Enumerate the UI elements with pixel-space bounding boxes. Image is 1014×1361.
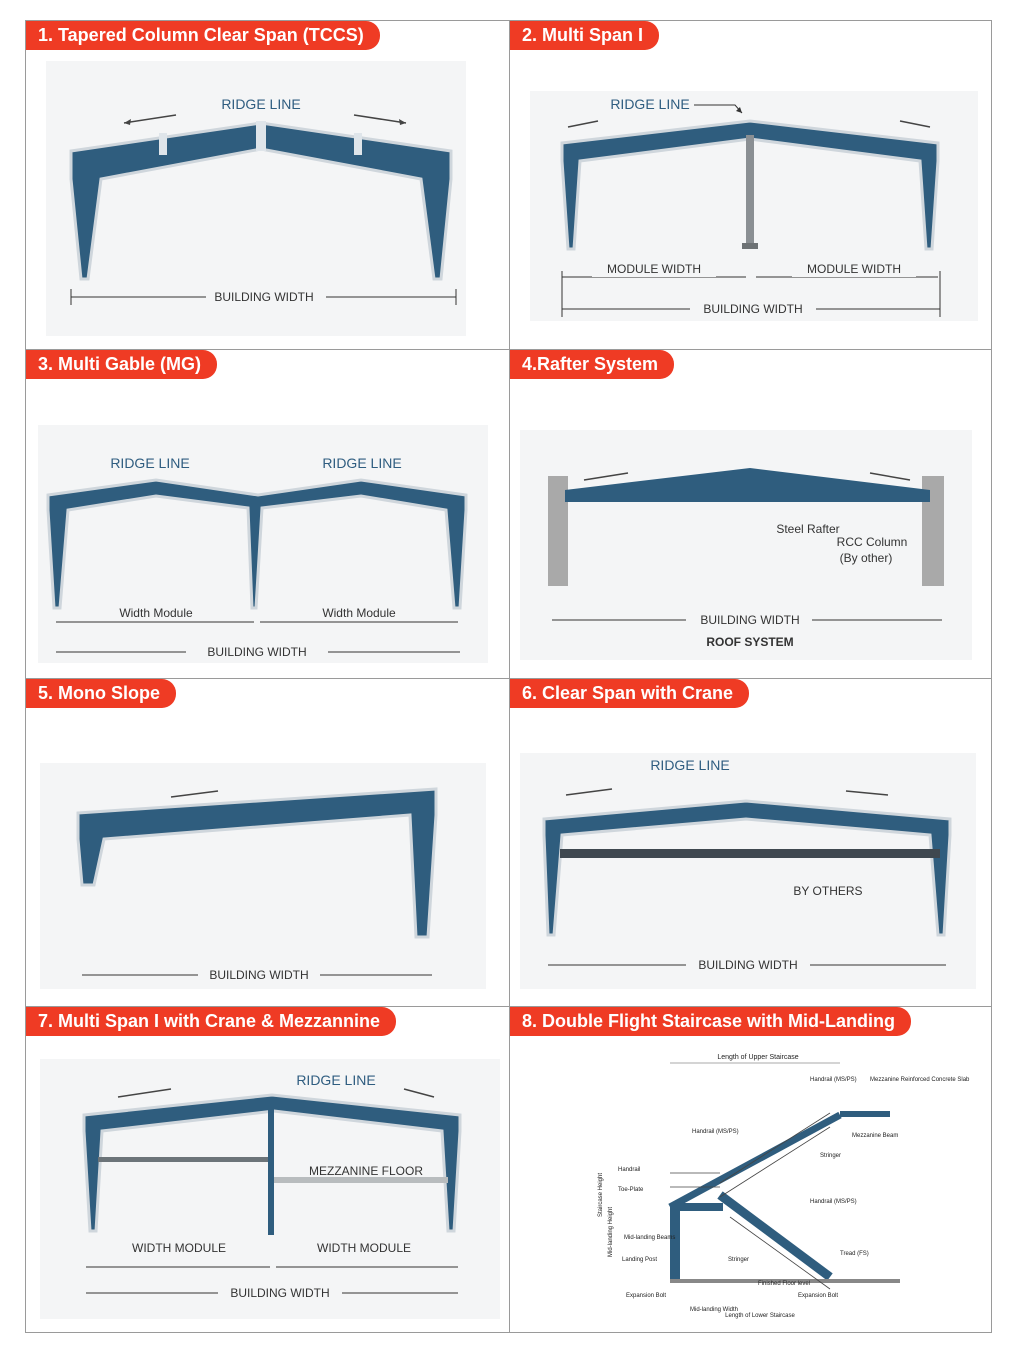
panel-title: 5. Mono Slope bbox=[26, 679, 176, 708]
mezzanine-slab-label: Mezzanine Reinforced Concrete Slab bbox=[870, 1077, 970, 1083]
handrail-label-3: Handrail bbox=[618, 1167, 641, 1173]
panel-tccs bbox=[26, 21, 509, 349]
panel-rafter-system bbox=[510, 350, 993, 678]
upper-staircase-length-label: Length of Upper Staircase bbox=[717, 1054, 799, 1061]
staircase-diagram bbox=[510, 1007, 993, 1334]
tccs-frame-diagram bbox=[26, 21, 509, 349]
handrail-label-1: Handrail (MS/PS) bbox=[810, 1077, 857, 1083]
rafter-system-diagram bbox=[510, 350, 993, 678]
building-width-label: BUILDING WIDTH bbox=[700, 613, 800, 627]
lower-staircase-length-label: Length of Lower Staircase bbox=[725, 1313, 795, 1319]
staircase-height-label: Staircase Height bbox=[598, 1172, 604, 1217]
mezzanine-beam-label: Mezzanine Beam bbox=[852, 1133, 899, 1139]
handrail-label-4: Handrail (MS/PS) bbox=[810, 1199, 857, 1205]
landing-post-label: Landing Post bbox=[622, 1257, 658, 1263]
ridge-label: RIDGE LINE bbox=[221, 96, 301, 112]
panel-multi-gable bbox=[26, 350, 509, 678]
panel-title: 2. Multi Span I bbox=[510, 21, 659, 50]
module-width-label-1: MODULE WIDTH bbox=[607, 262, 701, 276]
building-width-label: BUILDING WIDTH bbox=[214, 290, 314, 304]
by-others-label: BY OTHERS bbox=[793, 884, 863, 898]
panel-title: 3. Multi Gable (MG) bbox=[26, 350, 217, 379]
stringer-label-1: Stringer bbox=[820, 1153, 842, 1159]
ridge-label: RIDGE LINE bbox=[610, 96, 690, 112]
multi-span-diagram bbox=[510, 21, 993, 349]
panel-title: 8. Double Flight Staircase with Mid-Landing bbox=[510, 1007, 911, 1036]
panel-title: 4.Rafter System bbox=[510, 350, 674, 379]
diagram-grid bbox=[25, 20, 992, 1333]
panel-title: 6. Clear Span with Crane bbox=[510, 679, 749, 708]
by-other-label: (By other) bbox=[839, 551, 893, 565]
roof-system-label: ROOF SYSTEM bbox=[706, 635, 794, 649]
building-width-label: BUILDING WIDTH bbox=[207, 645, 307, 659]
width-module-label-1: Width Module bbox=[119, 606, 193, 620]
expansion-bolt-label-1: Expansion Bolt bbox=[626, 1293, 667, 1299]
ridge-label-1: RIDGE LINE bbox=[110, 455, 190, 471]
mid-landing-width-label: Mid-landing Width bbox=[690, 1307, 739, 1313]
ridge-label-2: RIDGE LINE bbox=[322, 455, 402, 471]
width-module-label-1: WIDTH MODULE bbox=[132, 1241, 226, 1255]
panel-mono-slope bbox=[26, 679, 509, 1006]
panel-clear-span-crane bbox=[510, 679, 993, 1006]
multi-span-crane-mezz-diagram bbox=[26, 1007, 509, 1334]
toe-plate-label: Toe-Plate bbox=[618, 1187, 644, 1193]
building-width-label: BUILDING WIDTH bbox=[703, 302, 803, 316]
building-width-label: BUILDING WIDTH bbox=[698, 958, 798, 972]
handrail-label-2: Handrail (MS/PS) bbox=[692, 1129, 739, 1135]
panel-multi-span-crane-mezz bbox=[26, 1007, 509, 1334]
panel-multi-span bbox=[510, 21, 993, 349]
building-width-label: BUILDING WIDTH bbox=[209, 968, 309, 982]
expansion-bolt-label-2: Expansion Bolt bbox=[798, 1293, 839, 1299]
module-width-label-2: MODULE WIDTH bbox=[807, 262, 901, 276]
finished-floor-label: Finished Floor level bbox=[758, 1281, 811, 1287]
ridge-label: RIDGE LINE bbox=[296, 1072, 376, 1088]
panel-title: 7. Multi Span I with Crane & Mezzannine bbox=[26, 1007, 396, 1036]
panel-staircase bbox=[510, 1007, 993, 1334]
rcc-column-label: RCC Column bbox=[836, 535, 908, 549]
multi-gable-diagram bbox=[26, 350, 509, 678]
mid-landing-beams-label: Mid-landing Beams bbox=[624, 1235, 676, 1241]
width-module-label-2: WIDTH MODULE bbox=[317, 1241, 411, 1255]
clear-span-crane-diagram bbox=[510, 679, 993, 1006]
stringer-label-2: Stringer bbox=[728, 1257, 750, 1263]
ridge-label: RIDGE LINE bbox=[650, 757, 730, 773]
width-module-label-2: Width Module bbox=[322, 606, 396, 620]
steel-rafter-label: Steel Rafter bbox=[776, 522, 840, 536]
mid-landing-height-label: Mid-landing Height bbox=[608, 1206, 614, 1257]
mono-slope-diagram bbox=[26, 679, 509, 1006]
building-width-label: BUILDING WIDTH bbox=[230, 1286, 330, 1300]
tread-label: Tread (FS) bbox=[840, 1251, 869, 1257]
mezzanine-floor-label: MEZZANINE FLOOR bbox=[308, 1164, 424, 1178]
panel-title: 1. Tapered Column Clear Span (TCCS) bbox=[26, 21, 380, 50]
